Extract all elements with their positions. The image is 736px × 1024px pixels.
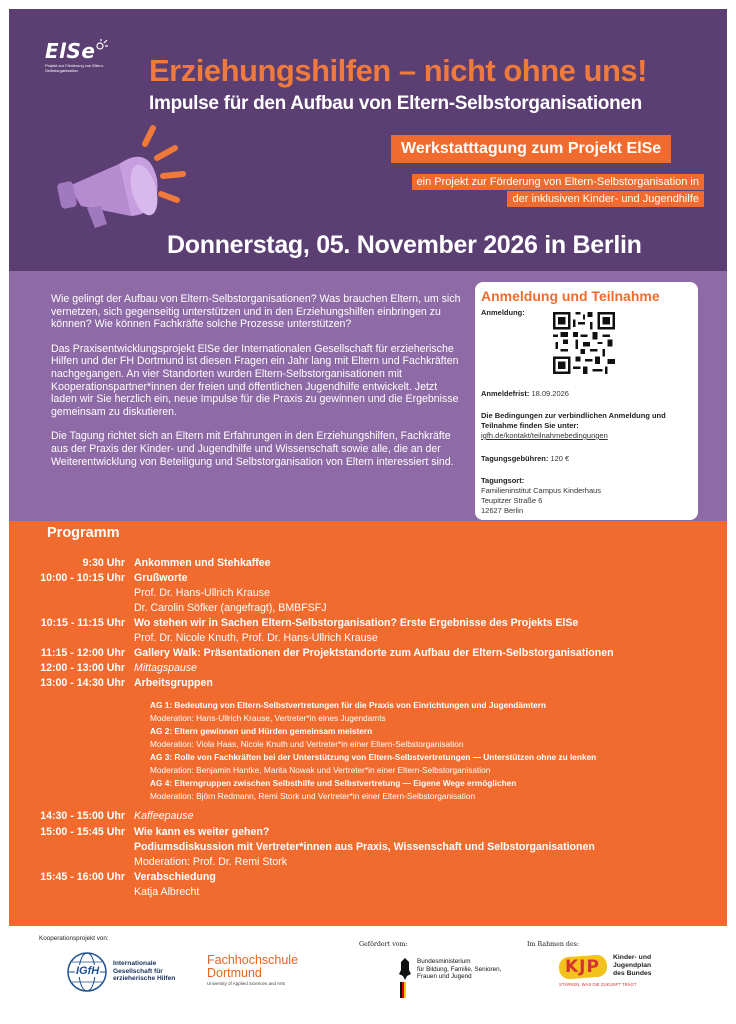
fh-name: Fachhochschule (207, 953, 299, 967)
program-row (9, 886, 727, 899)
program-row (9, 841, 727, 854)
working-group-title: AG 2: Eltern gewinnen und Hürden gemeinsam meistern (150, 726, 373, 736)
logo-text: ElSe (45, 39, 96, 63)
kjp-name: des Bundes (613, 970, 652, 977)
project-description-line1: ein Projekt zur Förderung von Eltern-Selbstorganisation in (412, 174, 704, 190)
program-row (9, 587, 727, 600)
working-group-title: AG 1: Bedeutung von Eltern-Selbstvertretungen für die Praxis von Einrichtungen und Jugendämtern (150, 700, 546, 710)
cooperation-label: Kooperationsprojekt von: (39, 935, 109, 942)
program-section (9, 521, 727, 926)
program-time: 9:30 Uhr (82, 557, 125, 569)
working-group-title: AG 3: Rolle von Fachkräften bei der Unterstützung von Eltern-Selbstvertretungen — Unterstützen ohne zu lenken (150, 752, 597, 762)
program-item: Grußworte (134, 572, 188, 584)
intro-paragraph: Wie gelingt der Aufbau von Eltern-Selbstorganisationen? Was brauchen Eltern, um sich vernetzen, sich gegenseitig unterstützen und in den Erziehungshilfen einbringen zu können? Wie können Fachkräfte solche Prozesse unterstützen? (51, 293, 461, 331)
logo-subtitle: Projekt zur Förderung von Eltern-Selbstorganisation (45, 63, 105, 73)
program-item: Prof. Dr. Hans-Ullrich Krause (134, 587, 270, 599)
working-group-moderation: Moderation: Hans-Ullrich Krause, Vertreter*in eines Jugendamts (150, 713, 386, 723)
venue-street: Teupitzer Straße 6 (481, 496, 543, 505)
registration-label: Anmeldung: (481, 308, 525, 317)
program-row (9, 557, 727, 570)
page-subtitle: Impulse für den Aufbau von Eltern-Selbstorganisationen (149, 93, 642, 114)
program-row (9, 632, 727, 645)
conditions-text: Die Bedingungen zur verbindlichen Anmeldung und (481, 411, 666, 420)
fh-dortmund-logo (207, 954, 298, 987)
intro-paragraph: Die Tagung richtet sich an Eltern mit Erfahrungen in den Erziehungshilfen, Fachkräfte aus der Praxis der Kinder- und Jugendhilfe und Wissenschaft sowie alle, die an der Weiterentwicklung von Beteiligung und Selbstorganisation von Eltern interessiert sind. (51, 430, 454, 468)
megaphone-icon (49, 124, 189, 234)
program-time: 10:00 - 10:15 Uhr (40, 572, 125, 584)
program-time: 11:15 - 12:00 Uhr (40, 647, 125, 659)
registration-title: Anmeldung und Teilnahme (481, 288, 660, 304)
program-row (9, 826, 727, 839)
working-group-title: AG 4: Elterngruppen zwischen Selbsthilfe und Selbstvertretung — Eigene Wege ermöglichen (150, 778, 517, 788)
fh-name: Dortmund (207, 966, 262, 980)
program-item: Dr. Carolin Söfker (angefragt), BMBFSFJ (134, 602, 327, 614)
footer-logos (9, 926, 727, 1014)
working-group-moderation: Moderation: Viola Haas, Nicole Knuth und Vertreter*in einer Eltern-Selbstorganisation (150, 739, 464, 749)
program-row (9, 572, 727, 585)
intro-paragraph: Das Praxisentwicklungsprojekt ElSe der Internationalen Gesellschaft für erzieherische Hilfen und der FH Dortmund ist diesen Fragen ein Jahr lang mit Eltern und Fachkräften nachgegangen. An vier Standorten wurden Eltern-Selbstorganisationen mit Kooperationspartner*innen der freien und öffentlichen Jugendhilfe entwickelt. Jetzt laden wir Sie herzlich ein, neue Impulse für die Praxis zu gewinnen und die Ergebnisse gemeinsam zu diskutieren. (51, 342, 459, 418)
program-item: Wie kann es weiter gehen? (134, 826, 270, 838)
program-row (9, 617, 727, 630)
program-time: 10:15 - 11:15 Uhr (40, 617, 125, 629)
conditions-link[interactable]: igfh.de/kontakt/teilnahmebedingungen (481, 431, 608, 440)
conditions-text: Teilnahme finden Sie unter: (481, 421, 579, 430)
igfh-name: Internationale (113, 960, 157, 967)
igfh-name: Gesellschaft für (113, 967, 163, 975)
program-item: Verabschiedung (134, 871, 216, 883)
program-time: 15:00 - 15:45 Uhr (40, 826, 125, 838)
fee-value: 120 € (550, 454, 570, 463)
program-time: 12:00 - 13:00 Uhr (40, 662, 125, 674)
working-group-moderation: Moderation: Benjamin Hantke, Marita Nowak und Vertreter*in einer Eltern-Selbstorganisation (150, 765, 491, 775)
program-item: Ankommen und Stehkaffee (134, 557, 271, 569)
program-item: Moderation: Prof. Dr. Remi Stork (134, 856, 288, 868)
poster (9, 9, 727, 1014)
funded-label: Gefördert vom: (359, 941, 408, 948)
qr-code-icon[interactable] (553, 312, 615, 374)
program-time: 13:00 - 14:30 Uhr (40, 677, 125, 689)
venue-city: 12627 Berlin (481, 506, 524, 515)
program-row (9, 662, 727, 675)
deadline-value: 18.09.2026 (531, 389, 569, 398)
kjp-name: Kinder- und (613, 954, 652, 961)
kjp-slogan: STÄRKEN, WAS DIE ZUKUNFT TRÄGT (559, 982, 637, 987)
registration-box (475, 282, 698, 520)
program-row (9, 677, 727, 690)
program-row (9, 856, 727, 869)
federal-eagle-icon (397, 956, 413, 1000)
venue-label: Tagungsort: (481, 476, 525, 485)
igfh-name: erzieherische Hilfen (113, 975, 176, 982)
igfh-abbr: IGfH (76, 965, 100, 977)
ministry-name: Frauen und Jugend (417, 973, 472, 980)
spark-icon (95, 39, 109, 51)
workshop-label: Werkstatttagung zum Projekt ElSe (391, 135, 671, 163)
igfh-logo (65, 948, 205, 998)
intro-section (9, 271, 727, 521)
ministry-name: für Bildung, Familie, Senioren, (417, 965, 502, 973)
program-row (9, 871, 727, 884)
program-time: 14:30 - 15:00 Uhr (40, 810, 125, 822)
intro-text (51, 293, 461, 480)
event-date: Donnerstag, 05. November 2026 in Berlin (167, 231, 642, 259)
kjp-logo-text: KJP (565, 957, 600, 977)
project-description-line2: der inklusiven Kinder- und Jugendhilfe (507, 191, 704, 207)
program-item: Arbeitsgruppen (134, 677, 213, 689)
page-title: Erziehungshilfen – nicht ohne uns! (149, 53, 647, 88)
program-item: Wo stehen wir in Sachen Eltern-Selbstorganisation? Erste Ergebnisse des Projekts ElSe (134, 617, 579, 629)
fh-tagline: University of Applied Sciences and Arts (207, 981, 286, 986)
program-row (9, 810, 727, 823)
program-item: Mittagspause (134, 662, 198, 674)
program-row (9, 602, 727, 615)
ministry-name: Bundesministerium (417, 958, 471, 965)
program-item: Podiumsdiskussion mit Vertreter*innen aus Praxis, Wissenschaft und Selbstorganisationen (134, 841, 595, 853)
frame-label: Im Rahmen des: (527, 941, 580, 948)
fee-label: Tagungsgebühren: (481, 454, 549, 463)
kjp-name: Jugendplan (613, 962, 652, 969)
program-item: Gallery Walk: Präsentationen der Projektstandorte zum Aufbau der Eltern-Selbstorganisationen (134, 647, 614, 659)
program-row (9, 647, 727, 660)
program-item: Kaffeepause (134, 810, 194, 822)
program-item: Katja Albrecht (134, 886, 200, 898)
program-time: 15:45 - 16:00 Uhr (40, 871, 125, 883)
venue-name: Familieninstitut Campus Kinderhaus (481, 486, 602, 495)
deadline-label: Anmeldefrist: (481, 389, 530, 398)
working-group-moderation: Moderation: Björn Redmann, Remi Stork und Vertreter*in einer Eltern-Selbstorganisation (150, 791, 476, 801)
else-logo (45, 39, 135, 73)
program-title: Programm (47, 525, 120, 541)
program-item: Prof. Dr. Nicole Knuth, Prof. Dr. Hans-Ullrich Krause (134, 632, 378, 644)
